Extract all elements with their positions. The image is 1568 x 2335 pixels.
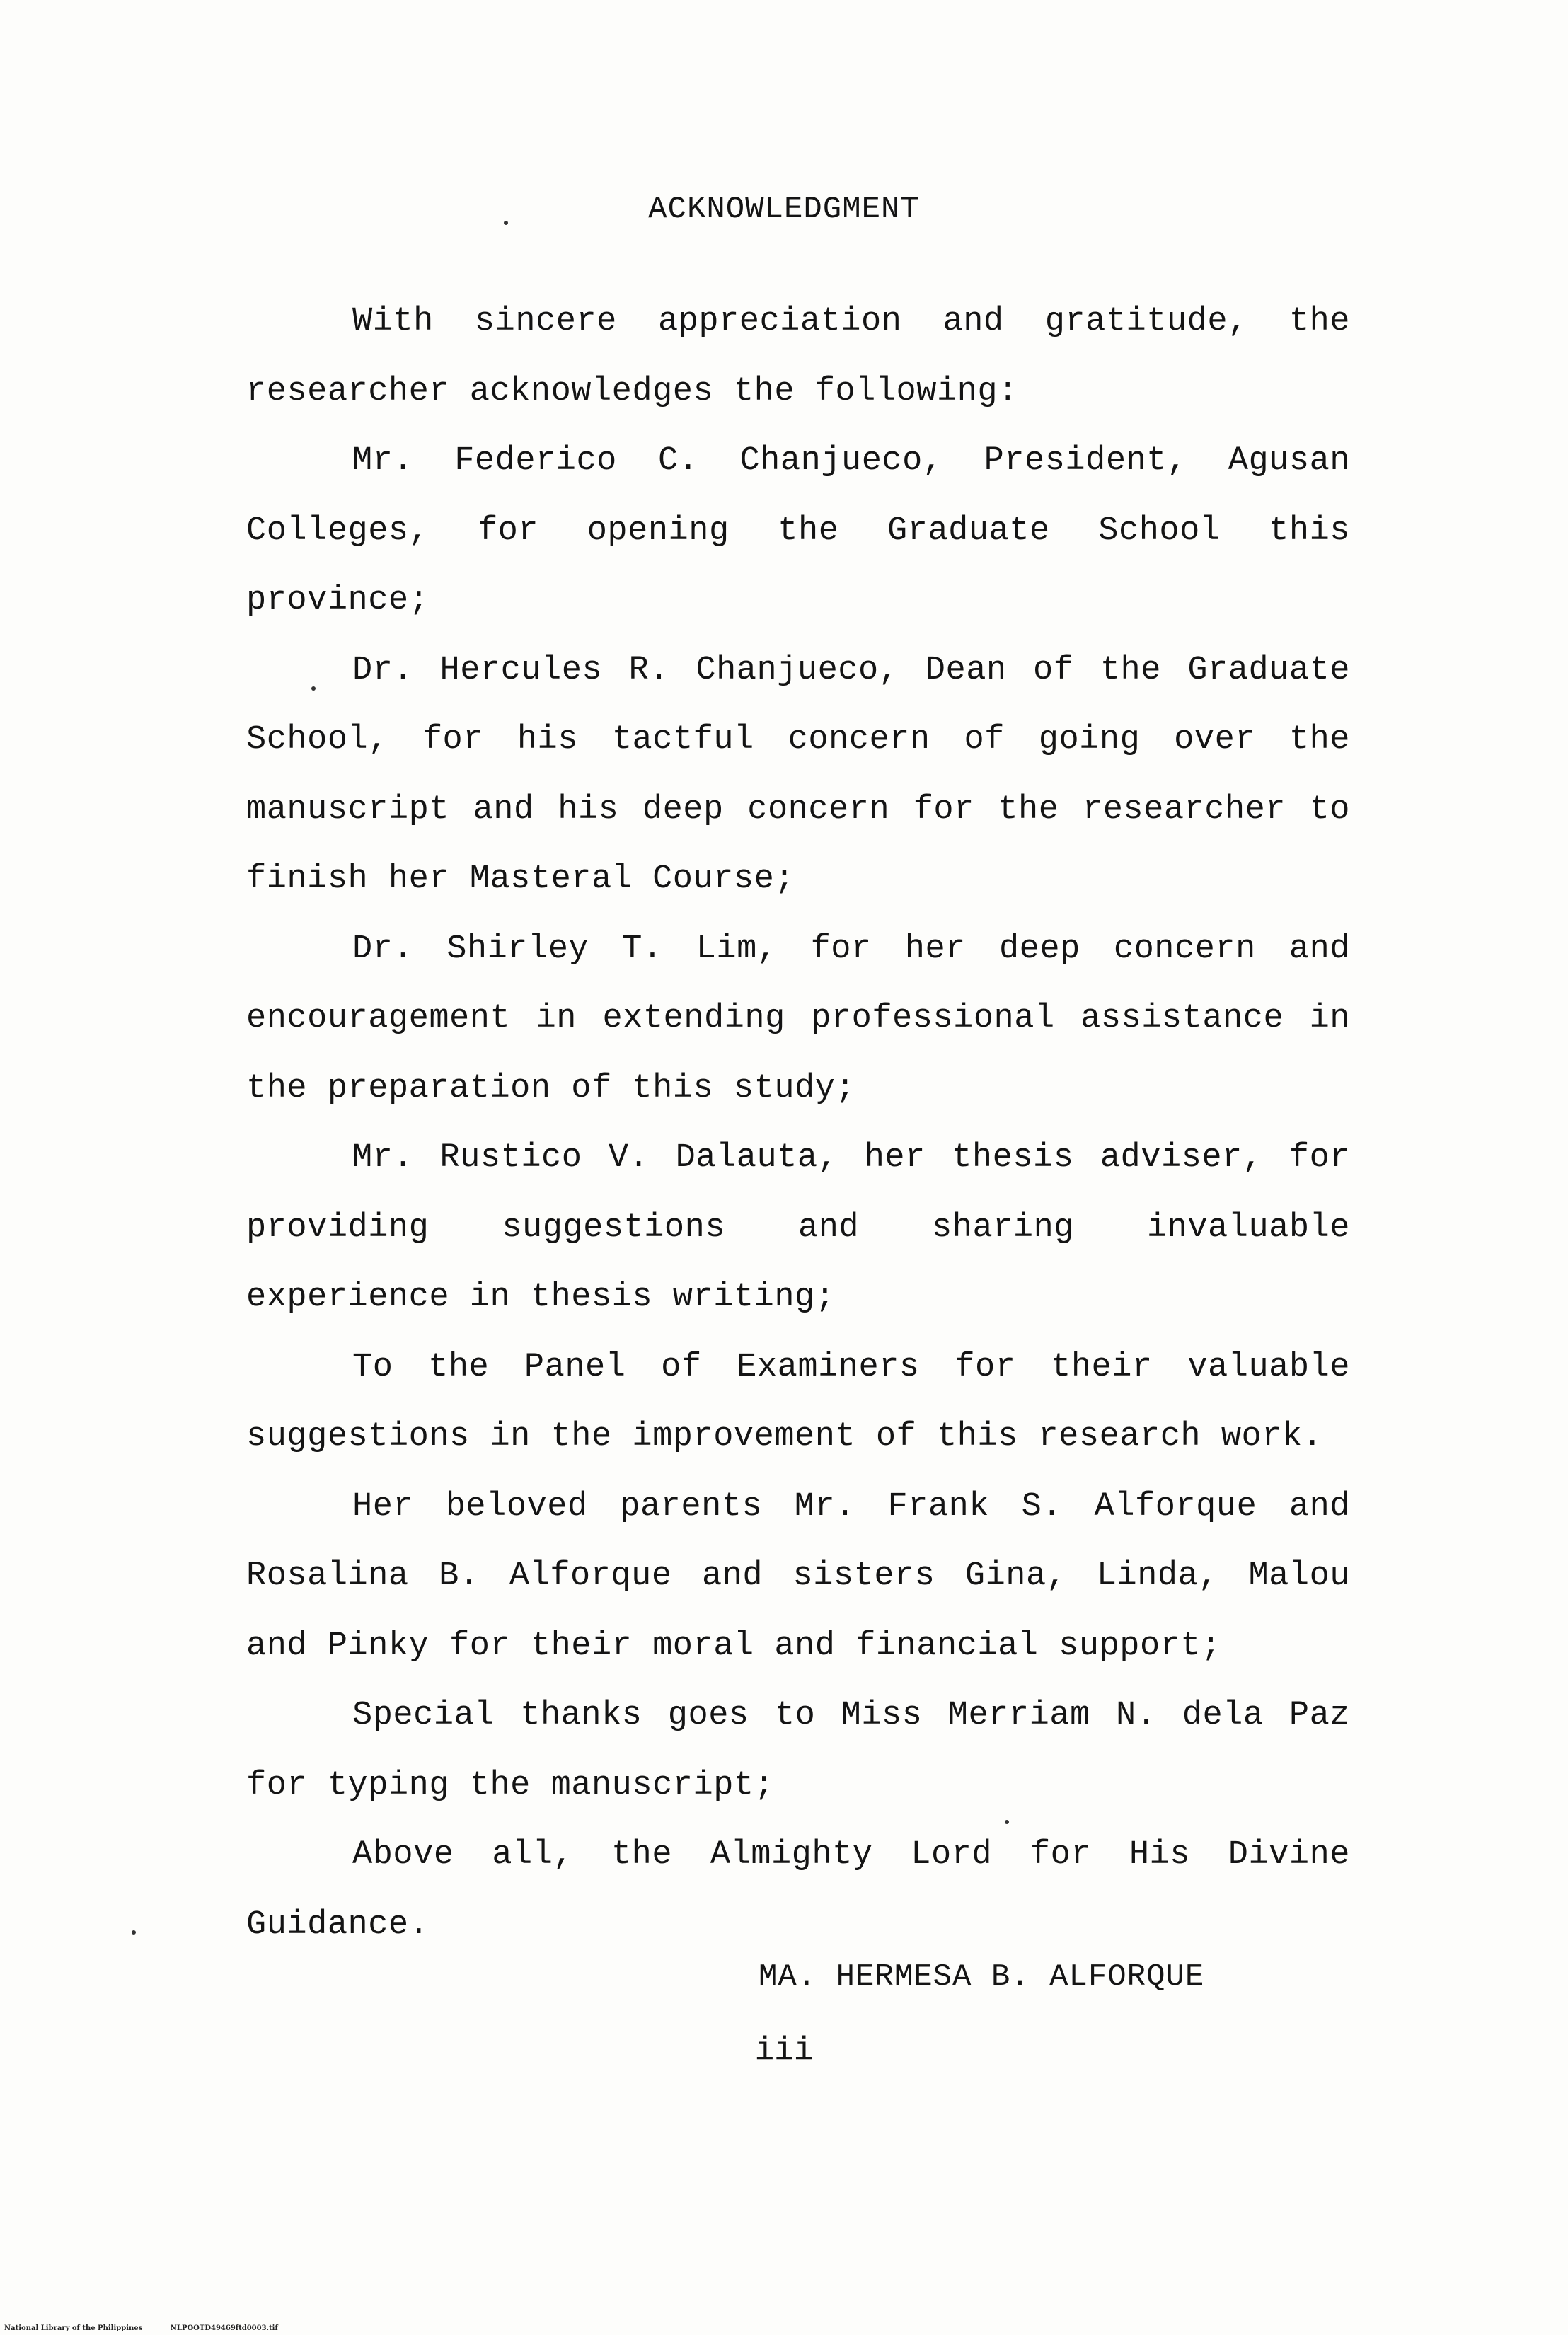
footer-file: NLPOOTD49469ftd0003.tif — [170, 2324, 278, 2332]
author-signature-name: MA. HERMESA B. ALFORQUE — [759, 1959, 1205, 1995]
page-number: iii — [754, 2032, 814, 2069]
page-title: ACKNOWLEDGMENT — [648, 192, 920, 227]
paragraph-president: Mr. Federico C. Chanjueco, President, Agusan Colleges, for opening the Graduate School this province; — [246, 442, 1350, 619]
paragraph-parents: Her beloved parents Mr. Frank S. Alforque and Rosalina B. Alforque and sisters Gina, Linda, Malou and Pinky for their moral and financial support; — [246, 1487, 1350, 1665]
paragraph-almighty: Above all, the Almighty Lord for His Divine Guidance. — [246, 1836, 1350, 1944]
paragraph-typist: Special thanks goes to Miss Merriam N. dela Paz for typing the manuscript; — [246, 1697, 1350, 1804]
paragraph-panel: To the Panel of Examiners for their valuable suggestions in the improvement of this research work. — [246, 1348, 1350, 1455]
paragraph-intro: With sincere appreciation and gratitude, the researcher acknowledges the following: — [246, 303, 1350, 410]
archive-footer — [4, 2324, 278, 2332]
paragraph-lim: Dr. Shirley T. Lim, for her deep concern and encouragement in extending professional assistance in the preparation of this study; — [246, 930, 1350, 1107]
acknowledgment-body — [246, 287, 1350, 1960]
scan-speck — [504, 221, 508, 225]
paragraph-adviser: Mr. Rustico V. Dalauta, her thesis adviser, for providing suggestions and sharing invaluable experience in thesis writing; — [246, 1139, 1350, 1316]
paragraph-dean: Dr. Hercules R. Chanjueco, Dean of the Graduate School, for his tactful concern of going over the manuscript and his deep concern for the researcher to finish her Masteral Course; — [246, 651, 1350, 898]
scan-speck — [311, 686, 316, 691]
scan-speck — [132, 1930, 136, 1935]
scan-speck — [1005, 1820, 1009, 1824]
footer-source: National Library of the Philippines — [4, 2324, 143, 2332]
